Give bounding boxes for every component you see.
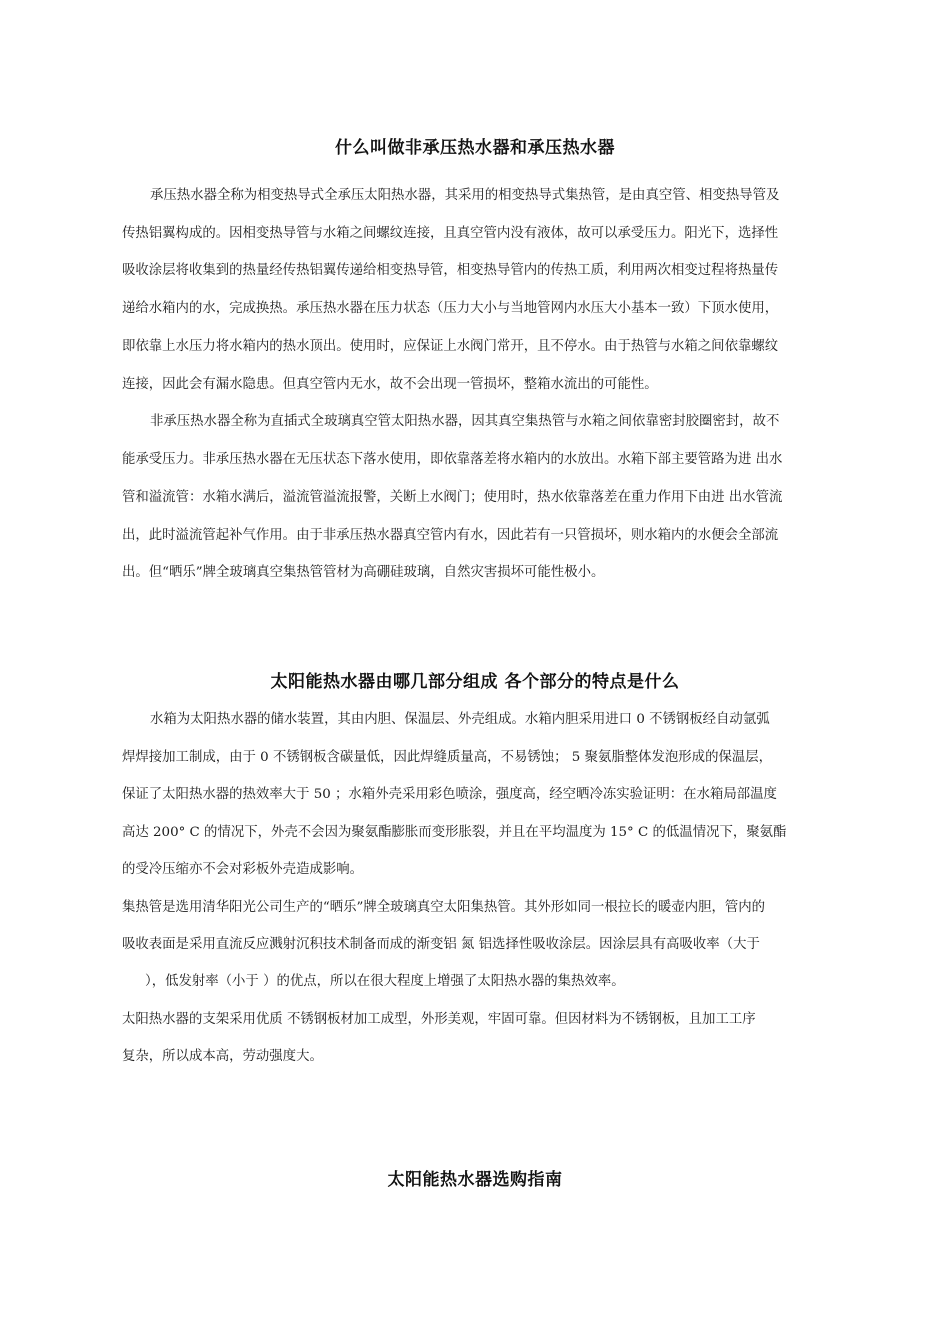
paragraph-line: ），低发射率（小于 ）的优点，所以在很大程度上增强了太阳热水器的集热效率。 xyxy=(145,974,625,989)
paragraph-line: 吸收表面是采用直流反应溅射沉积技术制备而成的渐变铝 氮 铝选择性吸收涂层。因涂层具有高吸收率（大于 xyxy=(122,937,760,952)
paragraph-line: 承压热水器全称为相变热导式全承压太阳热水器，其采用的相变热导式集热管，是由真空管、相变热导管及 xyxy=(150,188,780,203)
section-title-components: 太阳能热水器由哪几部分组成 各个部分的特点是什么 xyxy=(270,672,680,692)
paragraph-line: 出，此时溢流管起补气作用。由于非承压热水器真空管内有水，因此若有一只管损坏，则水箱内的水便会全部流 xyxy=(122,528,779,543)
paragraph-line: 焊焊接加工制成，由于 0 不锈钢板含碳量低，因此焊缝质量高，不易锈蚀； 5 聚氨脂整体发泡形成的保温层， xyxy=(122,750,773,765)
paragraph-line: 即依靠上水压力将水箱内的热水顶出。使用时，应保证上水阀门常开，且不停水。由于热管与水箱之间依靠螺纹 xyxy=(122,339,779,354)
paragraph-line: 连接，因此会有漏水隐患。但真空管内无水，故不会出现一管损坏，整箱水流出的可能性。 xyxy=(122,377,658,392)
paragraph-line: 非承压热水器全称为直插式全玻璃真空管太阳热水器，因其真空集热管与水箱之间依靠密封胶圈密封，故不 xyxy=(150,414,780,429)
section-title-buying-guide: 太阳能热水器选购指南 xyxy=(387,1170,563,1190)
paragraph-line: 复杂，所以成本高，劳动强度大。 xyxy=(122,1049,323,1064)
paragraph-line: 保证了太阳热水器的热效率大于 50 ；水箱外壳采用彩色喷涂，强度高，经空晒冷冻实验证明：在水箱局部温度 xyxy=(122,787,777,802)
paragraph-line: 传热铝翼构成的。因相变热导管与水箱之间螺纹连接，且真空管内没有液体，故可以承受压力。阳光下，选择性 xyxy=(122,226,779,241)
paragraph-line: 太阳热水器的支架采用优质 不锈钢板材加工成型，外形美观，牢固可靠。但因材料为不锈钢板，且加工工序 xyxy=(122,1012,756,1027)
paragraph-line: 集热管是选用清华阳光公司生产的“晒乐”牌全玻璃真空太阳集热管。其外形如同一根拉长的暖壶内胆，管内的 xyxy=(122,900,766,915)
paragraph-line: 出。但“晒乐”牌全玻璃真空集热管管材为高硼硅玻璃，自然灾害损坏可能性极小。 xyxy=(122,565,605,580)
paragraph-line: 的受冷压缩亦不会对彩板外壳造成影响。 xyxy=(122,862,364,877)
paragraph-line: 管和溢流管：水箱水满后，溢流管溢流报警，关断上水阀门；使用时，热水依靠落差在重力作用下由进 出水管流 xyxy=(122,490,783,505)
section-title-pressure: 什么叫做非承压热水器和承压热水器 xyxy=(335,138,615,158)
paragraph-line: 能承受压力。非承压热水器在无压状态下落水使用，即依靠落差将水箱内的水放出。水箱下部主要管路为进 出水 xyxy=(122,452,783,467)
paragraph-line: 吸收涂层将收集到的热量经传热铝翼传递给相变热导管，相变热导管内的传热工质，利用两次相变过程将热量传 xyxy=(122,263,779,278)
paragraph-line: 水箱为太阳热水器的储水装置，其由内胆、保温层、外壳组成。水箱内胆采用进口 0 不锈钢板经自动氩弧 xyxy=(150,712,770,727)
paragraph-line: 高达 200° C 的情况下，外壳不会因为聚氨酯膨胀而变形胀裂，并且在平均温度为 15° C 的低温情况下，聚氨酯 xyxy=(122,825,787,840)
paragraph-line: 递给水箱内的水，完成换热。承压热水器在压力状态（压力大小与当地管网内水压大小基本一致）下顶水使用， xyxy=(122,301,779,316)
